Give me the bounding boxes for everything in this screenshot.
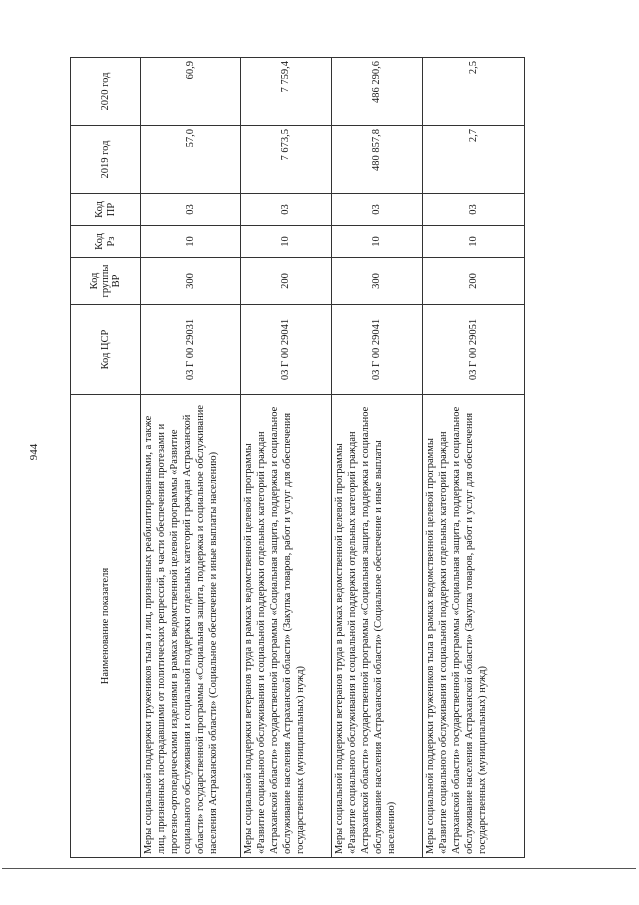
row-csr: 03 Г 00 29041 — [241, 305, 332, 395]
header-2019: 2019 год — [71, 126, 141, 194]
row-csr: 03 Г 00 29051 — [423, 305, 525, 395]
row-2019: 57,0 — [141, 126, 241, 194]
row-rz: 10 — [241, 226, 332, 258]
header-rz: Код Рз — [71, 226, 141, 258]
row-2019: 7 673,5 — [241, 126, 332, 194]
row-pr: 03 — [332, 194, 423, 226]
row-2019: 480 857,8 — [332, 126, 423, 194]
row-csr: 03 Г 00 29031 — [141, 305, 241, 395]
row-name: Меры социальной поддержки тружеников тыла в рамках ведомственной целевой программы «Развитие социального обслуживания и социальной поддержки отдельных категорий граждан Астраханской области» государственной программы «Социальная защита, поддержка и социальное обслуживание населения Астраханской области» (Закупка товаров, работ и услуг для обеспечения государственных (муниципальных) нужд) — [423, 395, 525, 858]
row-name: Меры социальной поддержки ветеранов труда в рамках ведомственной целевой программы «Развитие социального обслуживания и социальной поддержки отдельных категорий граждан Астраханской области» государственной программы «Социальная защита, поддержка и социальное обслуживание населения Астраханской области» (Закупка товаров, работ и услуг для обеспечения государственных (муниципальных) нужд) — [241, 395, 332, 858]
row-pr: 03 — [241, 194, 332, 226]
rotated-table-container — [70, 58, 525, 858]
row-vr: 200 — [423, 258, 525, 305]
row-vr: 300 — [332, 258, 423, 305]
row-2020: 486 290,6 — [332, 58, 423, 126]
row-2020: 2,5 — [423, 58, 525, 126]
header-name: Наименование показателя — [71, 395, 141, 858]
header-csr: Код ЦСР — [71, 305, 141, 395]
row-2019: 2,7 — [423, 126, 525, 194]
header-2020: 2020 год — [71, 58, 141, 126]
table-row — [241, 58, 332, 858]
row-2020: 60,9 — [141, 58, 241, 126]
table-row — [423, 58, 525, 858]
row-2020: 7 759,4 — [241, 58, 332, 126]
header-vr: Код группы ВР — [71, 258, 141, 305]
header-row — [71, 58, 141, 858]
row-vr: 200 — [241, 258, 332, 305]
table-row — [332, 58, 423, 858]
row-rz: 10 — [423, 226, 525, 258]
row-name: Меры социальной поддержки ветеранов труда в рамках ведомственной целевой программы «Развитие социального обслуживания и социальной поддержки отдельных категорий граждан Астраханской области» государственной программы «Социальная защита, поддержка и социальное обслуживание населения Астраханской области» (Социальное обеспечение и иные выплаты населению) — [332, 395, 423, 858]
row-rz: 10 — [141, 226, 241, 258]
header-pr: Код ПР — [71, 194, 141, 226]
row-rz: 10 — [332, 226, 423, 258]
table-row — [141, 58, 241, 858]
budget-table — [70, 57, 525, 858]
bottom-divider — [2, 868, 636, 869]
row-vr: 300 — [141, 258, 241, 305]
row-pr: 03 — [423, 194, 525, 226]
row-name: Меры социальной поддержки тружеников тыла и лиц, признанных реабилитированными, а также лиц, признанных пострадавшими от политических репрессий, в части обеспечения протезами и протезно-ортопедическими изделиями в рамках ведомственной целевой программы «Развитие социального обслуживания и социальной поддержки отдельных категорий граждан Астраханской области» государственной программы «Социальная защита, поддержка и социальное обслуживание населения Астраханской области» (Социальное обеспечение и иные выплаты населению) — [141, 395, 241, 858]
page-number: 944 — [28, 443, 40, 461]
row-pr: 03 — [141, 194, 241, 226]
row-csr: 03 Г 00 29041 — [332, 305, 423, 395]
